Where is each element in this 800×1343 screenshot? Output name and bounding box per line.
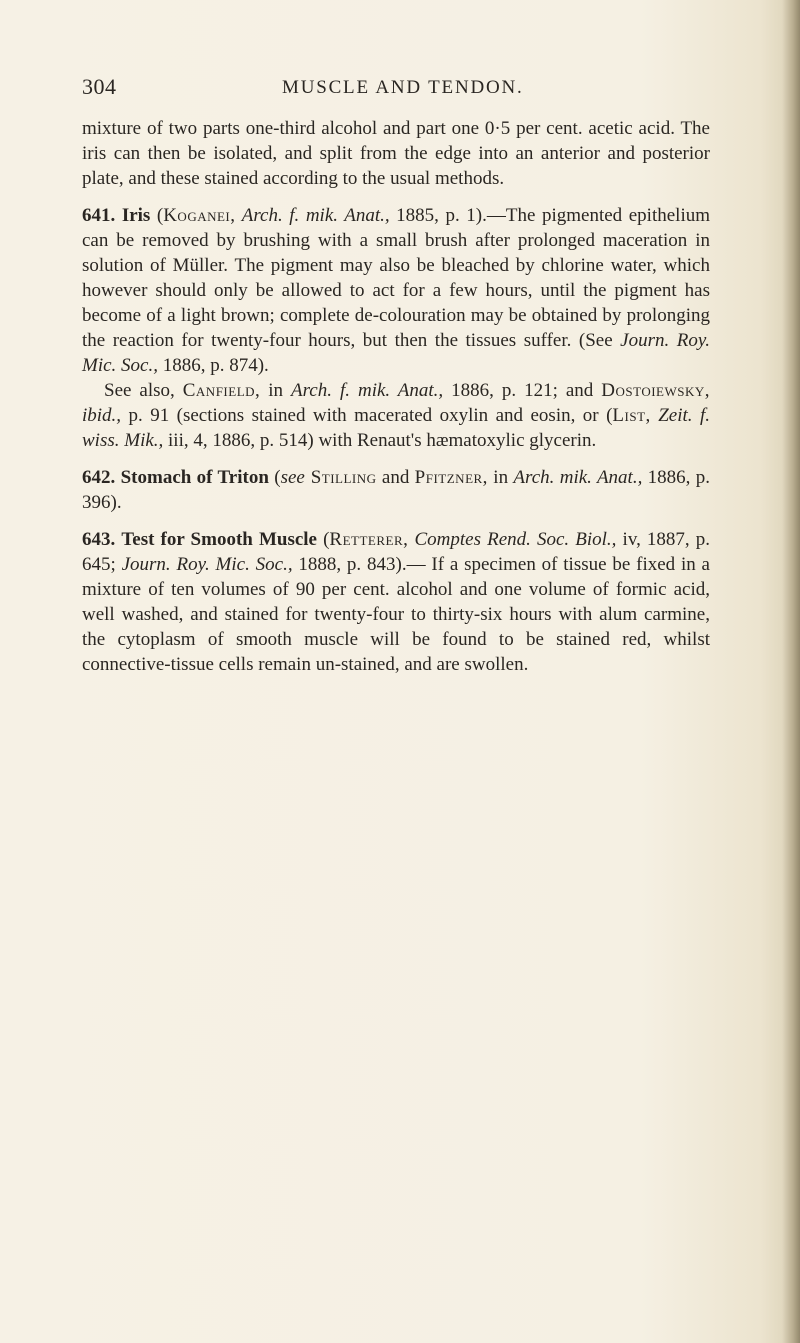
- text-run: iv, 1887, p. 645;: [82, 529, 711, 575]
- section-643: [82, 527, 710, 677]
- see-word: see: [280, 467, 305, 488]
- section-number: 643.: [82, 529, 116, 550]
- paragraph-text: mixture of two parts one-third alcohol and part one 0·5 per cent. acetic acid. The iris can then be isolated, and split from the edge into an anterior and posterior plate, and these stained according to the usual methods.: [82, 118, 710, 189]
- journal-title: Journ. Roy. Mic. Soc.,: [121, 554, 293, 575]
- journal-title: Arch. f. mik. Anat.,: [235, 205, 390, 226]
- author-name: Dostoiewsky,: [601, 380, 711, 401]
- text-run: 1886, p. 874).: [157, 355, 269, 376]
- section-641-continued: [82, 378, 710, 453]
- section-title: Test for Smooth Muscle: [121, 529, 317, 550]
- paragraph-continued: [82, 116, 710, 191]
- journal-title: ibid.,: [82, 405, 122, 426]
- author-name: List,: [612, 405, 651, 426]
- text-run: 1888, p. 843).— If a specimen of tissue be fixed in a mixture of ten volumes of 90 per cent. alcohol and one volume of formic acid, well washed, and stained for twenty-four to thirty-six hours with alum carmine, the cytoplasm of smooth muscle will be found to be stained red, whilst connective-tissue cells remain un-stained, and are swollen.: [82, 554, 710, 675]
- page-number: 304: [82, 74, 117, 99]
- author-name: Koganei,: [163, 205, 236, 226]
- text-run: (: [316, 529, 330, 550]
- text-run: p. 91 (sections stained with macerated oxylin and eosin, or (: [121, 405, 613, 426]
- journal-title: Comptes Rend. Soc. Biol.,: [408, 529, 617, 550]
- journal-title: Arch. f. mik. Anat.,: [291, 380, 444, 401]
- text-run: in: [487, 467, 514, 488]
- page-header: [0, 74, 800, 104]
- section-641: [82, 203, 710, 378]
- text-run: (: [268, 467, 281, 488]
- journal-title: Arch. mik. Anat.,: [513, 467, 643, 488]
- author-name: Pfitzner,: [414, 467, 488, 488]
- text-run: 1885, p. 1).—The pigmented epithelium can be removed by brushing with a small brush after prolonged maceration in solution of Müller. The pigment may also be bleached by chlorine water, which however should only be allowed to act for a few hours, until the pigment has become of a light brown; complete de-colouration may be obtained by prolonging the reaction for twenty-four hours, but then the tissues suffer. (See: [82, 205, 710, 351]
- text-run: 1886, p. 121; and: [443, 380, 602, 401]
- page-body: [82, 116, 710, 689]
- author-name: Canfield,: [182, 380, 261, 401]
- text-run: iii, 4, 1886, p. 514) with Renaut's hæmatoxylic glycerin.: [163, 430, 597, 451]
- journal-title: Journ. Roy. Mic. Soc.,: [82, 330, 710, 376]
- text-run: and: [376, 467, 415, 488]
- text-run: See also,: [104, 380, 183, 401]
- section-642: [82, 465, 710, 515]
- section-title: Iris: [121, 205, 151, 226]
- text-run: (: [150, 205, 164, 226]
- section-title: Stomach of Triton: [120, 467, 269, 488]
- text-run: in: [260, 380, 292, 401]
- section-number: 641.: [82, 205, 116, 226]
- author-name: Retterer,: [329, 529, 409, 550]
- journal-title: Zeit. f. wiss. Mik.,: [82, 405, 710, 451]
- author-name: Stilling: [304, 467, 377, 488]
- text-run: 1886, p. 396).: [82, 467, 711, 513]
- page-edge-shadow: [782, 0, 800, 1343]
- running-head: MUSCLE AND TENDON.: [282, 77, 524, 98]
- section-number: 642.: [82, 467, 116, 488]
